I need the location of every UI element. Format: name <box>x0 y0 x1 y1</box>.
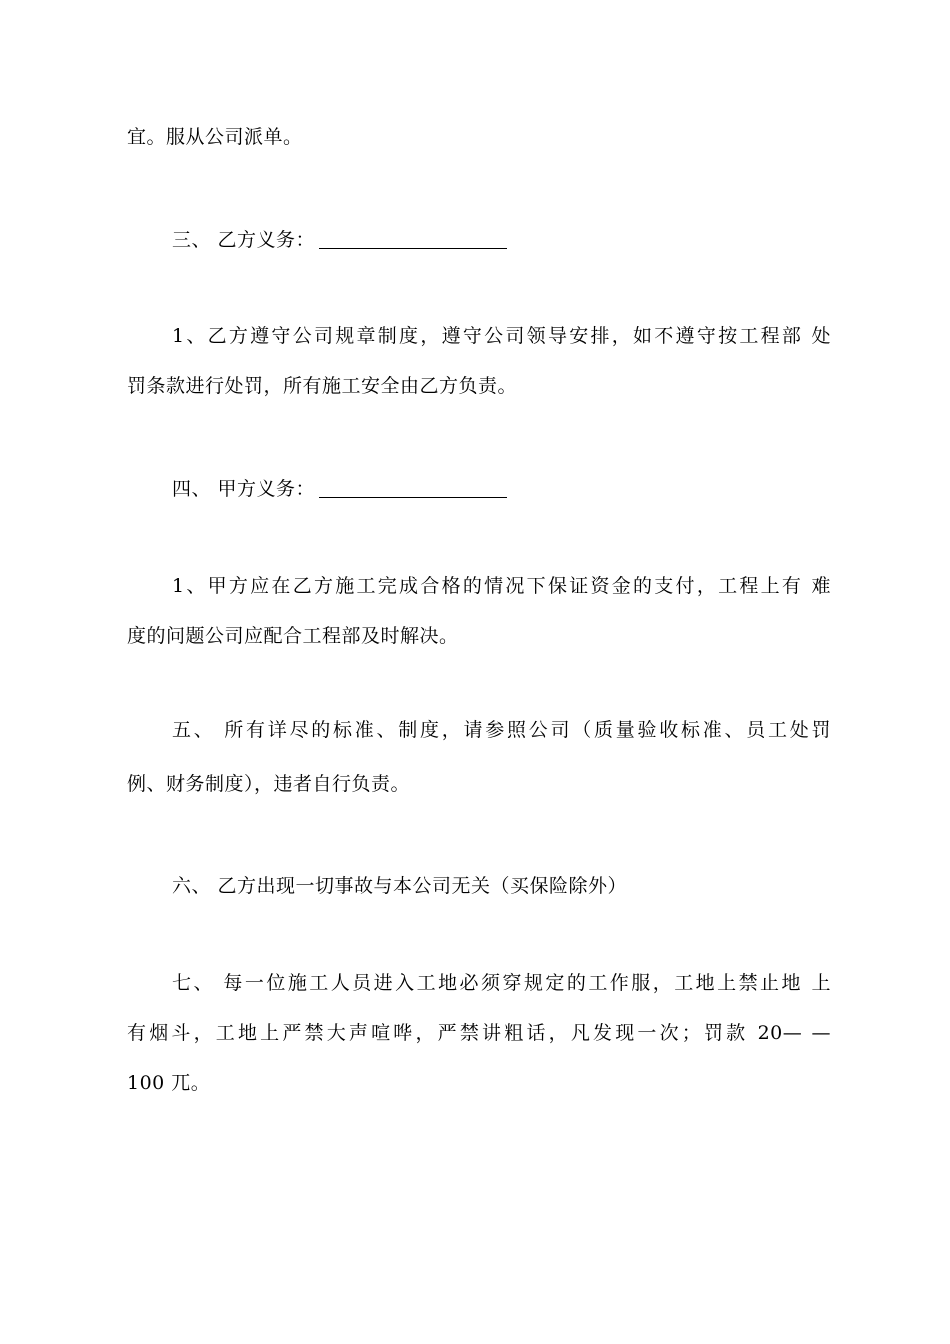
text-line-7: 度的问题公司应配合工程部及时解决。 <box>127 625 459 647</box>
text-line-12: 有烟斗，工地上严禁大声喧哗，严禁讲粗话，凡发现一次；罚款 20— — <box>127 1022 831 1044</box>
text-line-6: 1、甲方应在乙方施工完成合格的情况下保证资金的支付，工程上有 难 <box>172 575 831 597</box>
section-4-label: 四、 甲方义务： <box>172 478 316 500</box>
text-line-4: 罚条款进行处罚，所有施工安全由乙方负责。 <box>127 375 518 397</box>
section-3-blank <box>319 232 507 249</box>
section-3-label: 三、 乙方义务： <box>172 229 316 251</box>
text-line-1: 宜。服从公司派单。 <box>127 126 303 148</box>
text-line-13: 100 兀。 <box>127 1072 211 1094</box>
text-line-11: 七、 每一位施工人员进入工地必须穿规定的工作服，工地上禁止地 上 <box>172 972 831 994</box>
text-line-3: 1、乙方遵守公司规章制度，遵守公司领导安排，如不遵守按工程部 处 <box>172 325 831 347</box>
section-4-heading <box>172 477 507 501</box>
section-4-blank <box>319 481 507 498</box>
text-line-8: 五、 所有详尽的标准、制度，请参照公司（质量验收标准、员工处罚 <box>172 719 831 741</box>
section-3-heading <box>172 228 507 252</box>
text-line-9: 例、财务制度），违者自行负责。 <box>127 773 411 795</box>
text-line-10: 六、 乙方出现一切事故与本公司无关（买保险除外） <box>172 875 628 897</box>
